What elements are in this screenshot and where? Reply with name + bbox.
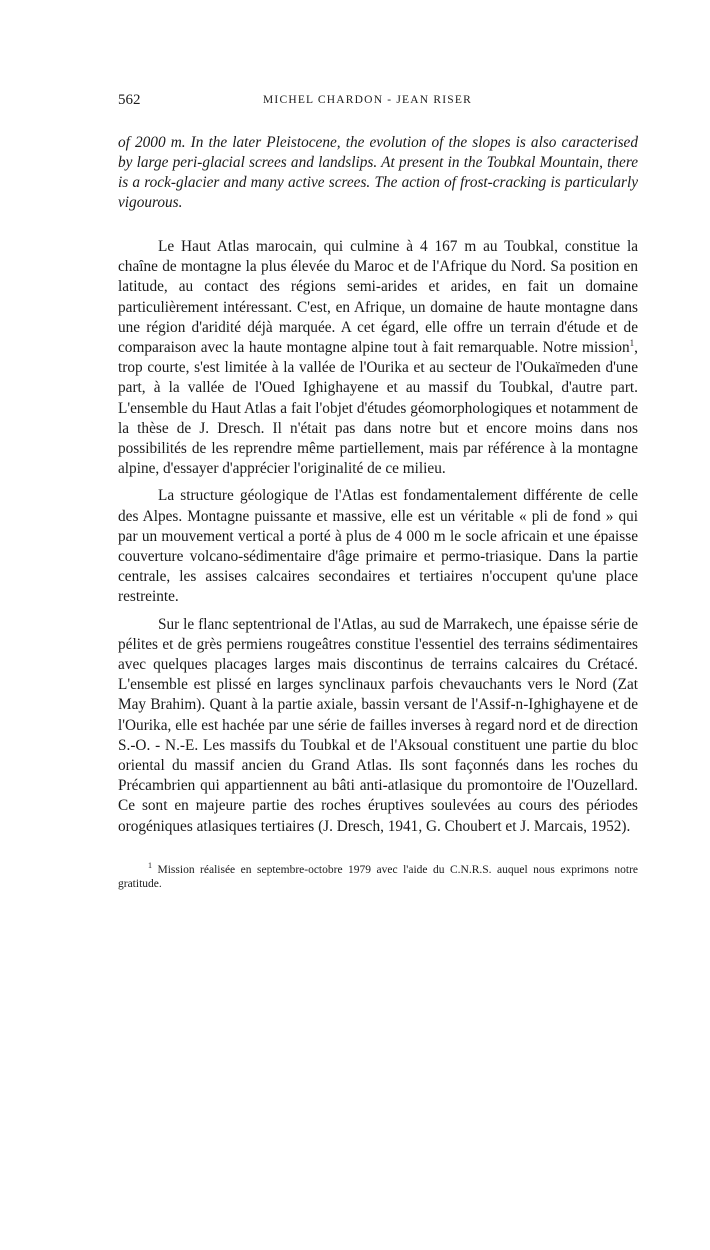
paragraph-2: La structure géologique de l'Atlas est fondamentalement différente de celle des Alpes. Montagne puissante et massive, elle est un véritable « pli de fond » qui par un mouvement vertical a porté à plus de 4 000 m le socle africain et une épaisse couverture volcano-sédimentaire d'âge primaire et permo-triasique. Dans la partie centrale, les assises calcaires secondaires et tertiaires n'occupent qu'une place restreinte. xyxy=(118,487,638,606)
page xyxy=(118,92,638,891)
page-header xyxy=(118,92,638,116)
paragraph-1-text-b: , trop courte, s'est limitée à la vallée de l'Ourika et au secteur de l'Oukaïmeden d'une part, à la vallée de l'Oued Ighighayene et au massif du Toubkal, d'autre part. L'ensemble du Haut Atlas a fait l'objet d'études géomorphologiques et notamment de la thèse de J. Dresch. Il n'était pas dans notre but et encore moins dans nos possibilités de les reprendre même partiellement, mais par référence à la montagne alpine, d'essayer d'apprécier l'originalité de ce milieu. xyxy=(118,339,638,478)
footnote-1 xyxy=(118,863,638,891)
abstract-text: of 2000 m. In the later Pleistocene, the evolution of the slopes is also caracterised by large peri-glacial screes and landslips. At present in the Toubkal Mountain, there is a rock-glacier and many active screes. The action of frost-cracking is particularly vigourous. xyxy=(118,134,638,211)
footnote xyxy=(118,863,638,891)
running-head: MICHEL CHARDON - JEAN RISER xyxy=(263,94,472,106)
paragraph-3: Sur le flanc septentrional de l'Atlas, au sud de Marrakech, une épaisse série de pélites et de grès permiens rougeâtres constitue l'essentiel des terrains sédimentaires avec quelques placages larges mais discontinus de terrains calcaires du Crétacé. L'ensemble est plissé en larges synclinaux parfois chevauchants vers le Nord (Zat May Brahim). Quant à la partie axiale, bassin versant de l'Assif-n-Ighighayene et de l'Ourika, elle est hachée par une série de failles inverses à regard nord et de direction S.-O. - N.-E. Les massifs du Toubkal et de l'Aksoual constituent une partie du bloc oriental du massif ancien du Grand Atlas. Ils sont façonnés dans les roches du Précambrien qui appartiennent au bâti anti-atlasique du promontoire de l'Ouzellard. Ce sont en majeure partie des roches éruptives soulevées au cours des périodes orogéniques atlasiques tertiaires (J. Dresch, 1941, G. Choubert et J. Marcais, 1952). xyxy=(118,615,638,835)
footnote-reference: 1 xyxy=(629,337,635,348)
footnote-mark: 1 xyxy=(148,861,152,871)
paragraph-1-text-a: Le Haut Atlas marocain, qui culmine à 4 167 m au Toubkal, constitue la chaîne de montagne la plus élevée du Maroc et de l'Afrique du Nord. Sa position en latitude, au contact des régions semi-arides et arides, en fait un domaine particulièrement intéressant. C'est, en Afrique, un domaine de haute montagne dans une région d'aridité déjà marquée. A cet égard, elle offre un terrain d'étude et de comparaison avec la haute montagne alpine tout à fait remarquable. Notre mission xyxy=(118,238,638,357)
article-body xyxy=(118,237,638,837)
footnote-text: Mission réalisée en septembre-octobre 1979 avec l'aide du C.N.R.S. auquel nous exprimons notre gratitude. xyxy=(118,863,639,890)
paragraph-1 xyxy=(118,237,638,479)
page-number: 562 xyxy=(118,92,141,108)
english-abstract xyxy=(118,133,638,213)
